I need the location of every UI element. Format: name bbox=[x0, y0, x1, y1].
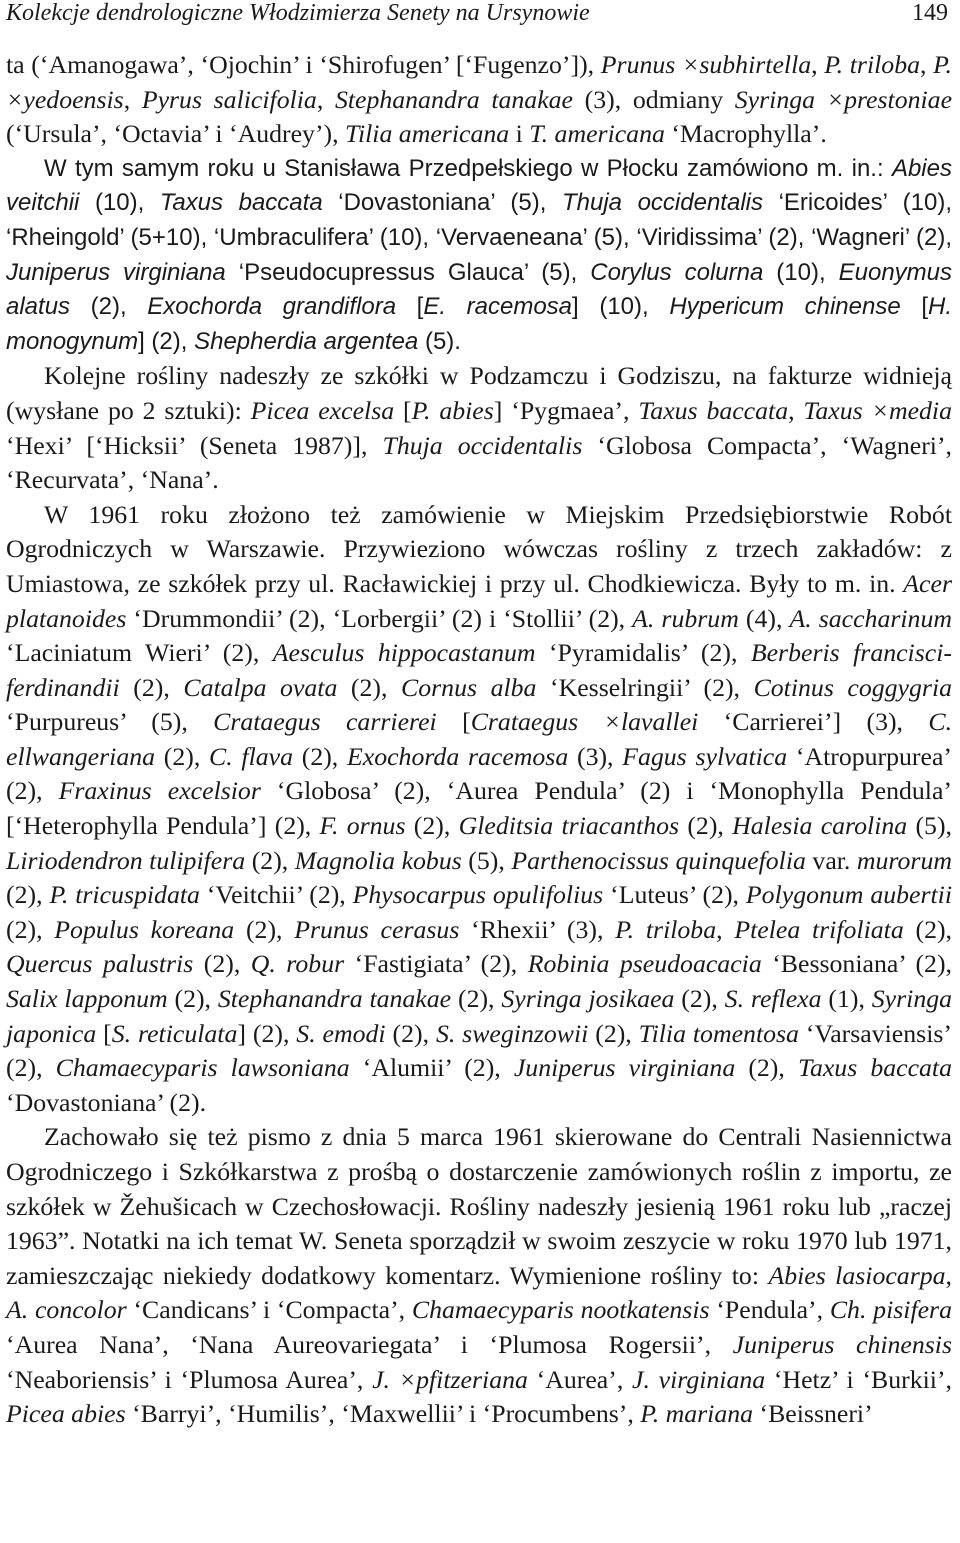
species-name: Prunus ×subhirtella bbox=[600, 50, 812, 79]
species-name: Pyrus salicifolia bbox=[141, 84, 317, 114]
species-name: Syringa josikaea bbox=[501, 984, 675, 1014]
species-name: Chamaecyparis lawsoniana bbox=[55, 1053, 350, 1083]
species-name: E. racemosa bbox=[423, 293, 573, 321]
species-name: Crataegus carrierei bbox=[213, 707, 437, 737]
running-title: Kolekcje dendrologiczne Włodzimierza Senety na Ursynowie bbox=[6, 0, 590, 26]
text-run: Kolejne rośliny nadeszły ze szkółki w Podzamczu i Godziszu, na fakturze widnieją (wysłane po 2 sztuki): bbox=[6, 361, 952, 425]
paragraph bbox=[6, 1120, 952, 1431]
text-run: ‘Kesselringii’ (2), bbox=[536, 672, 754, 702]
species-name: Abies veitchii bbox=[6, 154, 952, 217]
species-name: Magnolia kobus bbox=[294, 845, 462, 875]
species-name: T. americana bbox=[529, 119, 665, 149]
species-name: Picea excelsa bbox=[250, 395, 395, 425]
text-run: (2), bbox=[245, 845, 295, 875]
text-run: var. bbox=[805, 845, 857, 875]
text-run: (2), bbox=[903, 914, 953, 944]
species-name: F. ornus bbox=[319, 811, 406, 841]
species-name: Tilia tomentosa bbox=[638, 1018, 799, 1048]
text-run: (2), bbox=[337, 672, 402, 702]
text-run: (2), bbox=[70, 293, 148, 321]
text-run: , bbox=[716, 914, 735, 944]
species-name: Juniperus chinensis bbox=[732, 1329, 953, 1359]
text-run: [ bbox=[394, 395, 412, 425]
species-name: Abies lasiocarpa bbox=[768, 1260, 946, 1290]
text-run: ] (2), bbox=[138, 327, 195, 355]
species-name: Corylus colurna bbox=[590, 258, 764, 286]
text-run: , bbox=[123, 84, 142, 114]
species-name: Gleditsia triacanthos bbox=[458, 811, 680, 841]
text-run: (2), bbox=[167, 984, 218, 1014]
species-name: Syringa japonica bbox=[6, 984, 953, 1048]
text-run: (2), bbox=[405, 811, 459, 841]
species-name: Juniperus virginiana bbox=[513, 1053, 736, 1083]
text-run: ‘Barryi’, ‘Humilis’, ‘Maxwellii’ i ‘Procumbens’, bbox=[125, 1399, 641, 1429]
species-name: P. triloba bbox=[824, 50, 920, 79]
species-name: Catalpa ovata bbox=[183, 672, 338, 702]
text-run: , bbox=[811, 50, 825, 79]
text-run: ‘Alumii’ (2), bbox=[349, 1053, 514, 1083]
text-run: ‘Pseudocupressus Glauca’ (5), bbox=[225, 258, 591, 286]
species-name: Salix lapponum bbox=[6, 984, 168, 1014]
species-name: P. triloba bbox=[615, 914, 717, 944]
text-run: ‘Beissneri’ bbox=[753, 1399, 873, 1429]
species-name: Syringa ×prestoniae bbox=[734, 84, 953, 114]
text-run: ‘Globosa Compacta’, ‘Wagneri’, ‘Recurvata’, ‘Nana’. bbox=[6, 430, 952, 495]
article-body bbox=[6, 48, 952, 1432]
text-run: ‘Aurea Nana’, ‘Nana Aureovariegata’ i ‘Plumosa Rogersii’, bbox=[6, 1329, 733, 1359]
species-name: Exochorda racemosa bbox=[346, 741, 569, 771]
species-name: Aesculus hippocastanum bbox=[272, 638, 536, 668]
species-name: Ptelea trifoliata bbox=[734, 914, 904, 944]
species-name: Acer platanoides bbox=[6, 568, 952, 633]
text-run: ‘Macrophylla’. bbox=[664, 119, 827, 149]
species-name: Populus koreana bbox=[54, 914, 235, 944]
species-name: S. reflexa bbox=[724, 984, 822, 1014]
text-run: (2), bbox=[588, 1018, 639, 1048]
species-name: Hypericum chinense bbox=[669, 293, 901, 321]
text-run: , bbox=[920, 50, 934, 79]
species-name: Picea abies bbox=[6, 1399, 126, 1429]
text-run: (2), bbox=[451, 984, 502, 1014]
species-name: Shepherdia argentea bbox=[194, 327, 419, 355]
text-run: (2), bbox=[119, 672, 184, 702]
text-run: ] ‘Pygmaea’, bbox=[493, 395, 639, 425]
species-name: Liriodendron tulipifera bbox=[6, 845, 246, 875]
species-name: P. mariana bbox=[640, 1399, 754, 1429]
text-run: ‘Pendula’, bbox=[709, 1295, 830, 1325]
species-name: S. emodi bbox=[296, 1018, 386, 1048]
text-run: W 1961 roku złożono też zamówienie w Miejskim Przedsiębiorstwie Robót Ogrodniczych w Warszawie. Przywieziono wówczas rośliny z trzech zakładów: z Umiastowa, ze szkółek przy ul. Racławickiej i przy ul. Chodkiewicza. Były to m. in. bbox=[6, 499, 952, 598]
species-name: Ch. pisifera bbox=[829, 1295, 952, 1325]
text-run: (5), bbox=[907, 811, 952, 841]
species-name: Taxus baccata bbox=[638, 395, 789, 425]
species-name: Parthenocissus quinquefolia bbox=[511, 845, 806, 875]
text-run: ‘Atropurpurea’ (2), bbox=[6, 741, 953, 806]
text-run: ‘Pyramidalis’ (2), bbox=[535, 638, 751, 668]
species-name: Exochorda grandiflora bbox=[147, 293, 397, 321]
text-run: ‘Neaboriensis’ i ‘Plumosa Aurea’, bbox=[6, 1364, 373, 1394]
text-run: (10), bbox=[79, 189, 160, 217]
text-run: ‘Varsaviensis’ (2), bbox=[6, 1018, 952, 1083]
text-run: (3), odmiany bbox=[573, 84, 735, 114]
species-name: S. reticulata bbox=[111, 1018, 238, 1048]
species-name: A. rubrum bbox=[632, 603, 739, 633]
text-run: (5), bbox=[461, 845, 512, 875]
text-run: , bbox=[788, 395, 804, 425]
species-name: Crataegus ×lavallei bbox=[470, 707, 699, 737]
text-run: Zachowało się też pismo z dnia 5 marca 1961 skierowane do Centrali Nasiennictwa Ogrodniczego i Szkółkarstwa z prośbą o dostarczenie zamówionych roślin z importu, ze szkółek w Žehušicach w Czechosłowacji. Rośliny nadeszły jesienią 1961 roku lub „raczej 1963”. Notatki na ich temat W. Seneta sporządził w swoim zeszycie w roku 1970 lub 1971, zamieszczając niekiedy dodatkowy komentarz. Wymienione rośliny to: bbox=[6, 1122, 952, 1290]
text-run: ‘Bessoniana’ (2), bbox=[761, 949, 952, 979]
paragraph bbox=[6, 152, 952, 360]
text-run: ‘Drummondii’ (2), ‘Lorbergii’ (2) i ‘Stollii’ (2), bbox=[126, 603, 633, 633]
paragraph bbox=[6, 498, 952, 1121]
text-run: [ bbox=[436, 707, 471, 737]
species-name: Cornus alba bbox=[401, 672, 537, 702]
text-run: (2), bbox=[293, 741, 347, 771]
species-name: Quercus palustris bbox=[6, 949, 194, 979]
text-run: ‘Aurea’, bbox=[527, 1364, 632, 1394]
species-name: Taxus baccata bbox=[797, 1053, 952, 1083]
text-run: (2), bbox=[234, 914, 295, 944]
text-run: ‘Rhexii’ (3), bbox=[459, 914, 616, 944]
text-run: [ bbox=[396, 293, 424, 321]
species-name: Halesia carolina bbox=[732, 811, 908, 841]
species-name: A. concolor bbox=[6, 1295, 127, 1325]
text-run: (2), bbox=[155, 741, 210, 771]
paragraph bbox=[6, 48, 952, 152]
species-name: Polygonum aubertii bbox=[745, 880, 953, 910]
species-name: Stephanandra tanakae bbox=[217, 984, 452, 1014]
text-run: (2), bbox=[193, 949, 251, 979]
species-name: J. ×pfitzeriana bbox=[372, 1364, 528, 1394]
text-run: ‘Hetz’ i ‘Burkii’, bbox=[765, 1364, 952, 1394]
text-run: ] (10), bbox=[572, 293, 670, 321]
species-name: Prunus cerasus bbox=[294, 914, 460, 944]
text-run: ‘Dovastoniana’ (5), bbox=[322, 189, 562, 217]
species-name: Robinia pseudoacacia bbox=[527, 949, 762, 979]
paragraph bbox=[6, 359, 952, 497]
text-run: (3), bbox=[568, 741, 623, 771]
text-run: (2), bbox=[6, 880, 50, 910]
text-run: , bbox=[945, 1260, 952, 1290]
species-name: A. saccharinum bbox=[789, 603, 952, 633]
text-run: ‘Candicans’ i ‘Compacta’, bbox=[126, 1295, 412, 1325]
text-run: (4), bbox=[738, 603, 790, 633]
text-run: ] (2), bbox=[237, 1018, 297, 1048]
text-run: (10), bbox=[763, 258, 839, 286]
text-run: (2), bbox=[674, 984, 725, 1014]
species-name: Cotinus coggygria bbox=[753, 672, 953, 702]
text-run: (1), bbox=[821, 984, 872, 1014]
species-name: C. flava bbox=[209, 741, 293, 771]
species-name: Fraxinus excelsior bbox=[58, 776, 261, 806]
text-run: ‘Hexi’ [‘Hicksii’ (Seneta 1987)], bbox=[6, 430, 383, 460]
species-name: Chamaecyparis nootkatensis bbox=[411, 1295, 710, 1325]
species-name: murorum bbox=[856, 845, 952, 875]
species-name: P. ×yedoensis bbox=[6, 50, 952, 114]
species-name: Physocarpus opulifolius bbox=[352, 880, 604, 910]
text-run: ‘Ericoides’ (10), ‘Rheingold’ (5+10), ‘Umbraculifera’ (10), ‘Vervaeneana’ (5), ‘Viridissima’ (2), ‘Wagneri’ (2), bbox=[6, 189, 952, 251]
species-name: Thuja occidentalis bbox=[561, 189, 763, 217]
species-name: J. virginiana bbox=[632, 1364, 766, 1394]
species-name: Taxus baccata bbox=[159, 189, 323, 217]
species-name: Tilia americana bbox=[345, 119, 510, 149]
text-run: i bbox=[509, 119, 530, 149]
page-number: 149 bbox=[912, 0, 948, 26]
text-run: ‘Laciniatum Wieri’ (2), bbox=[6, 638, 273, 668]
text-run: ‘Carrierei’] (3), bbox=[698, 707, 929, 737]
text-run: ‘Purpureus’ (5), bbox=[6, 707, 214, 737]
text-run: (5). bbox=[418, 327, 461, 355]
species-name: Taxus ×media bbox=[803, 395, 952, 425]
text-run: ‘Globosa’ (2), ‘Aurea Pendula’ (2) i ‘Monophylla Pendula’ [‘Heterophylla Pendula’] (2), bbox=[6, 776, 952, 841]
species-name: P. abies bbox=[411, 395, 494, 425]
running-header bbox=[6, 0, 952, 30]
species-name: Juniperus virginiana bbox=[6, 258, 226, 286]
species-name: P. tricuspidata bbox=[49, 880, 200, 910]
species-name: Q. robur bbox=[250, 949, 345, 979]
text-run: ‘Luteus’ (2), bbox=[603, 880, 746, 910]
species-name: Euonymus alatus bbox=[6, 258, 952, 321]
text-run: ta (‘Amanogawa’, ‘Ojochin’ i ‘Shirofugen’ [‘Fugenzo’]), bbox=[6, 50, 601, 79]
text-run: ‘Veitchii’ (2), bbox=[199, 880, 353, 910]
text-run: [ bbox=[900, 293, 928, 321]
species-name: Berberis francisci-ferdinandii bbox=[6, 638, 952, 702]
text-run: ‘Dovastoniana’ (2). bbox=[6, 1087, 207, 1117]
text-run: (2), bbox=[385, 1018, 436, 1048]
species-name: Fagus sylvatica bbox=[622, 741, 788, 771]
text-run: (2), bbox=[6, 914, 55, 944]
species-name: Stephanandra tanakae bbox=[334, 84, 574, 114]
text-run: (2), bbox=[679, 811, 733, 841]
text-run: (2), bbox=[735, 1053, 798, 1083]
text-run: ‘Fastigiata’ (2), bbox=[344, 949, 528, 979]
text-run: (‘Ursula’, ‘Octavia’ i ‘Audrey’), bbox=[6, 119, 346, 149]
text-run: [ bbox=[96, 1018, 112, 1048]
species-name: Thuja occidentalis bbox=[382, 430, 583, 460]
species-name: S. sweginzowii bbox=[435, 1018, 589, 1048]
text-run: , bbox=[316, 84, 335, 114]
text-run: W tym samym roku u Stanisława Przedpełskiego w Płocku zamówiono m. in.: bbox=[44, 154, 892, 182]
species-name: H. monogynum bbox=[6, 293, 952, 355]
species-name: C. ellwangeriana bbox=[6, 707, 953, 771]
